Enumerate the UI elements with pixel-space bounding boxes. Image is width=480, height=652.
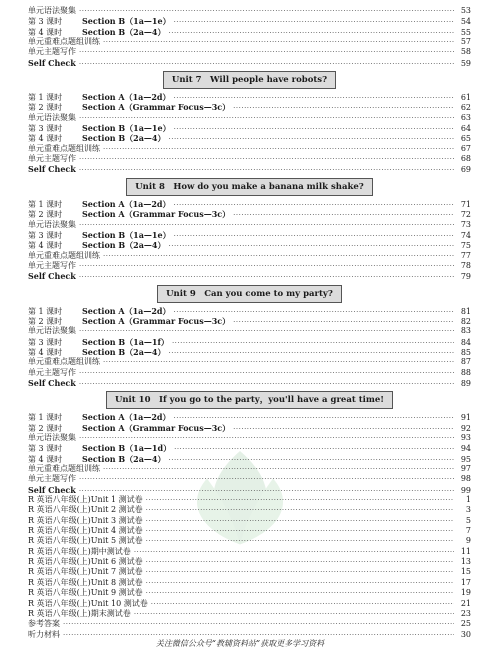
toc-entry[interactable] (28, 433, 471, 443)
section-label: Section B（1a—1e） (82, 123, 171, 134)
section-label: Section B（1a—1e） (82, 229, 171, 240)
unit-block (28, 282, 471, 389)
page-number: 25 (460, 619, 471, 629)
section-label: Section B（1a—1e） (82, 16, 171, 27)
toc-entry[interactable] (28, 240, 471, 250)
page-number: 23 (460, 608, 471, 618)
page-number: 61 (460, 93, 471, 103)
unit-header (28, 388, 471, 412)
page-number: 99 (460, 485, 471, 495)
dot-leader (79, 474, 454, 484)
page-number: 72 (460, 210, 471, 220)
lesson-label: 第 4 课时 (28, 27, 63, 37)
page-number: 89 (460, 378, 471, 388)
page-number: 5 (465, 515, 471, 525)
page-number: 65 (460, 134, 471, 144)
entry-title: 单元语法聚集 (28, 6, 76, 15)
toc-entry[interactable] (28, 567, 471, 577)
page-number: 68 (460, 154, 471, 164)
lesson-label: 第 4 课时 (28, 454, 63, 464)
dot-leader (79, 326, 454, 336)
entry-title: 单元主题写作 (28, 154, 76, 164)
section-label: Section B（2a—4） (82, 133, 166, 144)
dot-leader (174, 444, 454, 454)
page-number: 88 (460, 367, 471, 377)
toc-entry[interactable] (28, 144, 471, 154)
page-number: 1 (465, 495, 471, 505)
toc-entry[interactable] (28, 337, 471, 347)
section-block (28, 6, 471, 68)
section-label: Section B（2a—4） (82, 346, 166, 357)
dot-leader (146, 526, 454, 536)
toc-entry[interactable] (28, 164, 471, 174)
section-label: Section B（1a—1f） (82, 336, 169, 347)
page-number: 97 (460, 464, 471, 474)
section-label: Section B（1a—1d） (82, 443, 172, 454)
toc-entry[interactable] (28, 326, 471, 336)
dot-leader (79, 379, 454, 389)
toc-entry[interactable] (28, 423, 471, 433)
page-number: 54 (460, 17, 471, 27)
page-number: 98 (460, 474, 471, 484)
dot-leader (174, 231, 454, 241)
page-number: 59 (460, 58, 471, 68)
toc-entry[interactable] (28, 316, 471, 326)
lesson-label: 第 2 课时 (28, 210, 63, 220)
page-number: 15 (460, 567, 471, 577)
toc-entry[interactable] (28, 443, 471, 453)
footer-note: 关注微信公众号“教辅资料站”获取更多学习资料 (155, 639, 325, 648)
toc-entry[interactable] (28, 505, 471, 515)
dot-leader (79, 261, 454, 271)
entry-title: 单元语法聚集 (28, 326, 76, 336)
page-number: 93 (460, 433, 471, 442)
dot-leader (103, 144, 454, 154)
dot-leader (79, 47, 454, 57)
page-number: 58 (460, 47, 471, 57)
dot-leader (146, 536, 454, 546)
dot-leader (103, 357, 454, 367)
toc-entry[interactable] (28, 588, 471, 598)
entry-title: 单元语法聚集 (28, 433, 76, 442)
page-number: 94 (460, 444, 471, 454)
entry-title: 单元主题写作 (28, 367, 76, 377)
entry-title: R 英语八年级(上)期末测试卷 (28, 608, 131, 618)
dot-leader (103, 251, 454, 261)
page-number: 62 (460, 103, 471, 113)
page-number: 13 (460, 557, 471, 567)
page-number: 95 (460, 454, 471, 464)
toc-entry[interactable] (28, 27, 471, 37)
entry-title: R 英语八年级(上)Unit 9 测试卷 (28, 588, 143, 598)
page-number: 69 (460, 165, 471, 175)
toc-entry[interactable] (28, 474, 471, 484)
unit-header (28, 68, 471, 92)
section-label: Section A（Grammar Focus—3c） (82, 209, 231, 220)
toc-entry[interactable] (28, 47, 471, 57)
toc-entry[interactable] (28, 368, 471, 378)
section-label: Section B（2a—4） (82, 453, 166, 464)
dot-leader (79, 113, 454, 123)
toc-entry[interactable] (28, 209, 471, 219)
section-label: Section A（1a—2d） (82, 92, 171, 103)
section-label: Section B（2a—4） (82, 240, 166, 251)
page-number: 30 (460, 629, 471, 639)
toc-entry[interactable] (28, 220, 471, 230)
entry-title: 听力材料 (28, 629, 60, 639)
unit-block (28, 388, 471, 640)
lesson-label: 第 1 课时 (28, 93, 63, 103)
section-label: Section A（1a—2d） (82, 412, 171, 423)
lesson-label: 第 4 课时 (28, 134, 63, 144)
toc-entry[interactable] (28, 58, 471, 68)
dot-leader (146, 588, 454, 598)
dot-leader (79, 220, 454, 230)
dot-leader (134, 547, 454, 557)
entry-title: R 英语八年级(上)Unit 8 测试卷 (28, 577, 143, 587)
toc-entry[interactable] (28, 378, 471, 388)
dot-leader (174, 17, 454, 27)
page-number: 9 (465, 536, 471, 546)
entry-title: R 英语八年级(上)期中测试卷 (28, 546, 131, 556)
page-number: 81 (460, 306, 471, 316)
toc-entry[interactable] (28, 557, 471, 567)
entry-title: R 英语八年级(上)Unit 6 测试卷 (28, 557, 143, 567)
entry-title: Self Check (28, 484, 76, 495)
entry-title: Self Check (28, 57, 76, 68)
toc-entry[interactable] (28, 271, 471, 281)
toc-entry[interactable] (28, 609, 471, 619)
lesson-label: 第 2 课时 (28, 103, 63, 113)
entry-title: 单元主题写作 (28, 474, 76, 484)
toc-entry[interactable] (28, 516, 471, 526)
page-number: 11 (460, 546, 471, 556)
toc-entry[interactable] (28, 102, 471, 112)
page-number: 85 (460, 347, 471, 357)
page-number: 91 (460, 413, 471, 423)
toc-entry[interactable] (28, 6, 471, 16)
section-label: Section A（Grammar Focus—3c） (82, 422, 231, 433)
page-number: 3 (465, 505, 471, 515)
entry-title: 单元重难点题组训练 (28, 37, 100, 47)
dot-leader (79, 154, 454, 164)
page-number: 67 (460, 143, 471, 153)
page-number: 57 (460, 37, 471, 47)
unit-block (28, 68, 471, 175)
lesson-label: 第 2 课时 (28, 316, 63, 326)
dot-leader (79, 272, 454, 282)
entry-title: 单元重难点题组训练 (28, 357, 100, 367)
lesson-label: 第 1 课时 (28, 306, 63, 316)
toc-entry[interactable] (28, 526, 471, 536)
toc-entry[interactable] (28, 578, 471, 588)
toc-entry[interactable] (28, 92, 471, 102)
entry-title: Self Check (28, 377, 76, 388)
page-number: 21 (460, 598, 471, 608)
lesson-label: 第 2 课时 (28, 423, 63, 433)
page-number: 63 (460, 112, 471, 122)
entry-title: Self Check (28, 164, 76, 175)
toc-entry[interactable] (28, 133, 471, 143)
toc-entry[interactable] (28, 306, 471, 316)
page-number: 84 (460, 337, 471, 347)
dot-leader (151, 599, 454, 609)
lesson-label: 第 1 课时 (28, 413, 63, 423)
dot-leader (134, 609, 454, 619)
unit-header (28, 282, 471, 306)
entry-title: R 英语八年级(上)Unit 4 测试卷 (28, 526, 143, 536)
unit-title: Unit 10 If you go to the party，you'll have a great time! (106, 391, 393, 409)
lesson-label: 第 3 课时 (28, 17, 63, 27)
toc-entry[interactable] (28, 599, 471, 609)
unit-title: Unit 9 Can you come to my party? (157, 285, 342, 303)
entry-title: 单元主题写作 (28, 260, 76, 270)
dot-leader (172, 338, 454, 348)
page-number: 75 (460, 241, 471, 251)
dot-leader (79, 433, 454, 443)
page-number: 71 (460, 199, 471, 209)
toc-entry[interactable] (28, 199, 471, 209)
page-number: 64 (460, 124, 471, 134)
dot-leader (146, 495, 454, 505)
entry-title: 单元语法聚集 (28, 219, 76, 229)
dot-leader (174, 124, 454, 134)
lesson-label: 第 3 课时 (28, 337, 63, 347)
toc-entry[interactable] (28, 412, 471, 422)
section-label: Section A（1a—2d） (82, 305, 171, 316)
entry-title: R 英语八年级(上)Unit 2 测试卷 (28, 505, 143, 515)
entry-title: 单元重难点题组训练 (28, 464, 100, 474)
unit-block (28, 175, 471, 282)
dot-leader (146, 578, 454, 588)
unit-header (28, 175, 471, 199)
unit-title: Unit 8 How do you make a banana milk shake? (126, 178, 372, 196)
dot-leader (63, 619, 454, 629)
dot-leader (79, 368, 454, 378)
toc-entry[interactable] (28, 230, 471, 240)
lesson-label: 第 3 课时 (28, 230, 63, 240)
section-label: Section A（Grammar Focus—3c） (82, 102, 231, 113)
toc-entry[interactable] (28, 347, 471, 357)
entry-title: 参考答案 (28, 619, 60, 629)
entry-title: 单元主题写作 (28, 47, 76, 57)
page-number: 78 (460, 260, 471, 270)
dot-leader (146, 567, 454, 577)
toc-entry[interactable] (28, 37, 471, 47)
page-number: 55 (460, 27, 471, 37)
page-number: 82 (460, 316, 471, 326)
unit-title: Unit 7 Will people have robots? (163, 71, 336, 89)
entry-title: 单元语法聚集 (28, 112, 76, 122)
toc-entry[interactable] (28, 357, 471, 367)
page-number: 19 (460, 588, 471, 598)
toc-entry[interactable] (28, 619, 471, 629)
toc-entry[interactable] (28, 251, 471, 261)
entry-title: R 英语八年级(上)Unit 1 测试卷 (28, 495, 143, 505)
dot-leader (146, 516, 454, 526)
page-number: 53 (460, 6, 471, 15)
lesson-label: 第 4 课时 (28, 241, 63, 251)
toc-entry[interactable] (28, 16, 471, 26)
page-number: 87 (460, 357, 471, 367)
toc-entry[interactable] (28, 113, 471, 123)
toc-entry[interactable] (28, 261, 471, 271)
table-of-contents (28, 6, 471, 640)
entry-title: R 英语八年级(上)Unit 7 测试卷 (28, 567, 143, 577)
entry-title: Self Check (28, 271, 76, 282)
dot-leader (146, 557, 454, 567)
entry-title: R 英语八年级(上)Unit 3 测试卷 (28, 515, 143, 525)
dot-leader (103, 464, 454, 474)
toc-entry[interactable] (28, 547, 471, 557)
dot-leader (79, 165, 454, 175)
toc-entry[interactable] (28, 495, 471, 505)
entry-title: R 英语八年级(上)Unit 10 测试卷 (28, 598, 148, 608)
section-label: Section A（Grammar Focus—3c） (82, 315, 231, 326)
section-label: Section A（1a—2d） (82, 198, 171, 209)
toc-entry[interactable] (28, 154, 471, 164)
page-number: 17 (460, 577, 471, 587)
lesson-label: 第 3 课时 (28, 124, 63, 134)
entry-title: 单元重难点题组训练 (28, 250, 100, 260)
dot-leader (146, 505, 454, 515)
page-number: 83 (460, 326, 471, 336)
page-number: 92 (460, 423, 471, 433)
entry-title: R 英语八年级(上)Unit 5 测试卷 (28, 536, 143, 546)
page-number: 77 (460, 250, 471, 260)
page-number: 73 (460, 219, 471, 229)
toc-entry[interactable] (28, 454, 471, 464)
dot-leader (79, 6, 454, 16)
toc-entry[interactable] (28, 536, 471, 546)
lesson-label: 第 3 课时 (28, 444, 63, 454)
toc-entry[interactable] (28, 123, 471, 133)
page-number: 7 (465, 526, 471, 536)
toc-entry[interactable] (28, 485, 471, 495)
dot-leader (103, 37, 454, 47)
dot-leader (79, 59, 454, 69)
lesson-label: 第 1 课时 (28, 199, 63, 209)
page-number: 79 (460, 272, 471, 282)
lesson-label: 第 4 课时 (28, 347, 63, 357)
entry-title: 单元重难点题组训练 (28, 143, 100, 153)
toc-entry[interactable] (28, 464, 471, 474)
section-label: Section B（2a—4） (82, 26, 166, 37)
page-number: 74 (460, 230, 471, 240)
